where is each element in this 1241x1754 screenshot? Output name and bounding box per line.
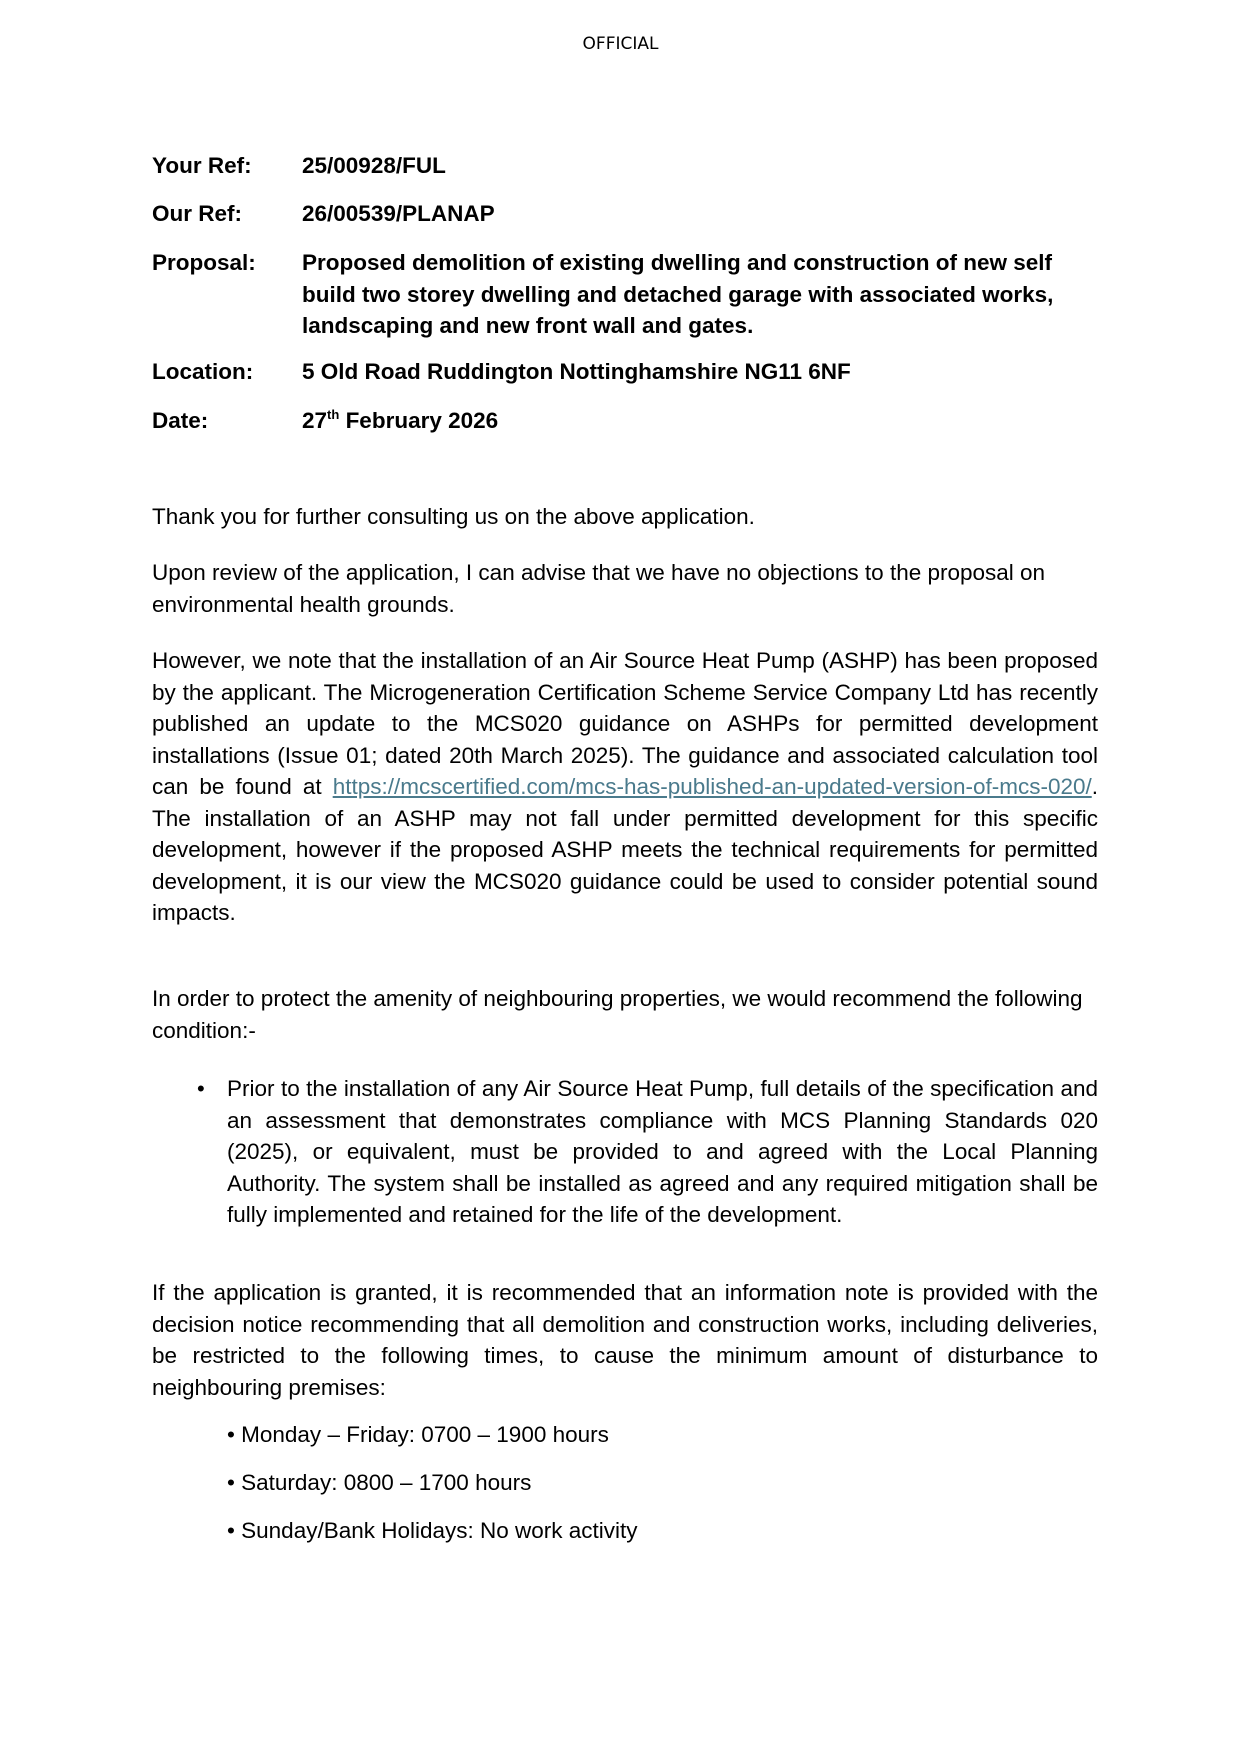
hours-text: Saturday: 0800 – 1700 hours [241,1470,532,1495]
ashp-text-b: . The installation of an ASHP may not fall under permitted development for this specific development, however if the proposed ASHP meets the technical requirements for permitted development, it is our view the MCS020 guidance could be used to consider potential sound impacts. [152,774,1098,925]
proposal-value: Proposed demolition of existing dwelling and construction of new self build two storey dwelling and detached garage with associated works, landscaping and new front wall and gates. [302,250,1054,338]
our-ref-value: 26/00539/PLANAP [302,201,495,226]
our-ref-label: Our Ref: [152,201,242,226]
location-value: 5 Old Road Ruddington Nottinghamshire NG11 6NF [302,359,851,384]
mcs-link[interactable]: https://mcscertified.com/mcs-has-published-an-updated-version-of-mcs-020/ [332,774,1092,799]
paragraph-ashp [152,645,1098,929]
location-label: Location: [152,359,254,384]
date-label: Date: [152,408,209,433]
date-value [302,405,1102,437]
date-rest: February 2026 [339,408,499,433]
condition-text: Prior to the installation of any Air Source Heat Pump, full details of the specification and an assessment that demonstrates compliance with MCS Planning Standards 020 (2025), or equivalent, must be provided to and agreed with the Local Planning Authority. The system shall be installed as agreed and any required mitigation shall be fully implemented and retained for the life of the development. [227,1076,1098,1227]
proposal-label: Proposal: [152,250,256,275]
bullet-icon: • [197,1076,205,1101]
hours-item: • Monday – Friday: 0700 – 1900 hours [227,1422,609,1447]
paragraph-working-hours: If the application is granted, it is recommended that an information note is provided with the decision notice recommending that all demolition and construction works, including deliveries, be restricted to the following times, to cause the minimum amount of disturbance to neighbouring premises: [152,1280,1098,1400]
paragraph-condition-intro: In order to protect the amenity of neighbouring properties, we would recommend the following condition:- [152,986,1083,1043]
hours-item: • Sunday/Bank Holidays: No work activity [227,1518,638,1543]
classification-header: OFFICIAL [582,34,659,54]
hours-text: Sunday/Bank Holidays: No work activity [241,1518,638,1543]
your-ref-value: 25/00928/FUL [302,153,446,178]
hours-text: Monday – Friday: 0700 – 1900 hours [241,1422,609,1447]
paragraph-thanks: Thank you for further consulting us on the above application. [152,504,755,529]
paragraph-no-objection: Upon review of the application, I can advise that we have no objections to the proposal on environmental health grounds. [152,560,1046,617]
hours-item: • Saturday: 0800 – 1700 hours [227,1470,532,1495]
ashp-text-a: However, we note that the installation of an Air Source Heat Pump (ASHP) has been proposed by the applicant. The Microgeneration Certification Scheme Service Company Ltd has recently published an update to the MCS020 guidance on ASHPs for permitted development installations (Issue 01; dated 20th March 2025). The guidance and associated calculation tool can be found at [152,648,1098,799]
your-ref-label: Your Ref: [152,153,252,178]
date-day: 27 [302,408,328,433]
date-suffix: th [327,407,340,422]
